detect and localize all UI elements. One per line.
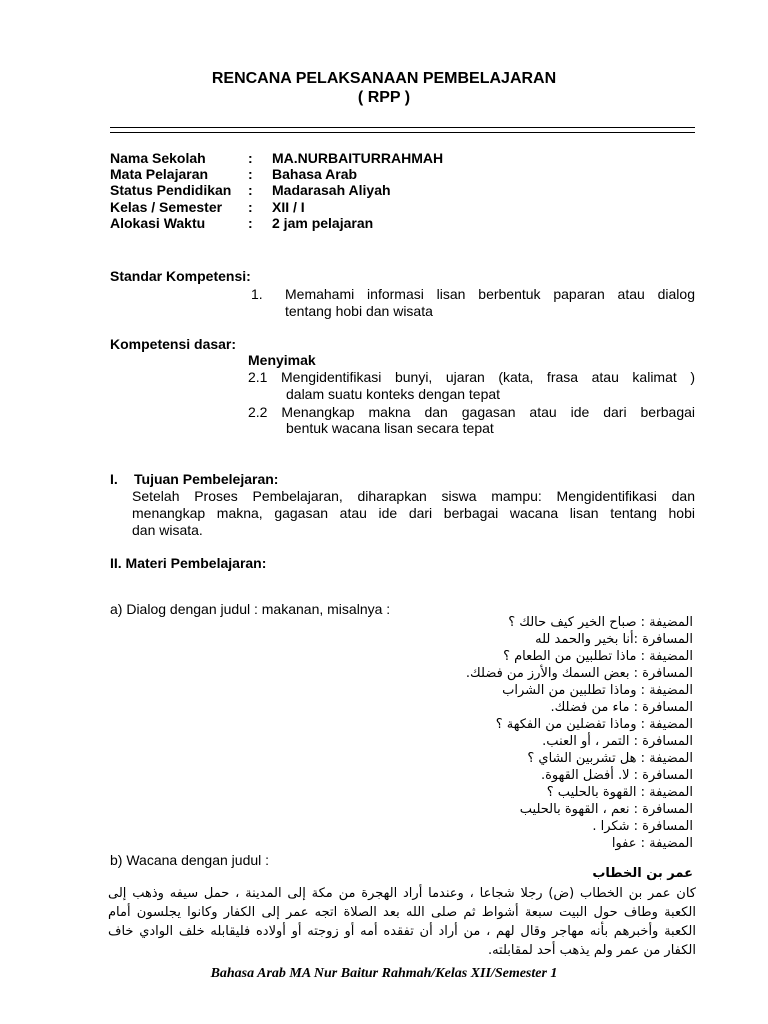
dialog-line: المسافرة : نعم ، القهوة بالحليب <box>519 802 693 817</box>
dialog-line: المضيفة : القهوة بالحليب ؟ <box>546 785 693 800</box>
dialog-line: المسافرة : ماء من فضلك. <box>550 700 693 715</box>
dialog-line: المضيفة : وماذا تفضلين من الفكهة ؟ <box>495 717 693 732</box>
tujuan-number: I. <box>110 471 118 487</box>
wacana-title: عمر بن الخطاب <box>592 866 693 881</box>
identity-label: Mata Pelajaran <box>110 166 209 182</box>
document-title: RENCANA PELAKSANAAN PEMBELAJARAN <box>211 70 557 87</box>
dialog-line: المسافرة : بعض السمك والأرز من فضلك. <box>465 666 693 681</box>
identity-colon: : <box>248 215 253 231</box>
dialog-line: المسافرة : التمر ، أو العنب. <box>542 734 693 749</box>
dialog-line: المضيفة : ماذا تطلبين من الطعام ؟ <box>503 649 693 664</box>
kompetensi-item: bentuk wacana lisan secara tepat <box>286 420 494 436</box>
dialog-line: المضيفة : صباح الخير كيف حالك ؟ <box>508 615 693 630</box>
tujuan-text: Setelah Proses Pembelajaran, diharapkan siswa mampu: Mengidentifikasi dan <box>132 488 695 504</box>
identity-label: Nama Sekolah <box>110 150 206 166</box>
identity-label: Kelas / Semester <box>110 199 223 215</box>
identity-colon: : <box>248 166 253 182</box>
kompetensi-item: dalam suatu konteks dengan tepat <box>286 386 501 402</box>
header-divider-top <box>110 127 695 128</box>
identity-value: XII / I <box>272 199 305 215</box>
identity-colon: : <box>248 150 253 166</box>
identity-label: Alokasi Waktu <box>110 215 206 231</box>
dialog-line: المسافرة :أنا بخير والحمد لله <box>535 632 693 647</box>
wacana-intro: b) Wacana dengan judul : <box>110 852 270 868</box>
document-subtitle: ( RPP ) <box>357 89 411 106</box>
identity-value: MA.NURBAITURRAHMAH <box>272 150 444 166</box>
identity-colon: : <box>248 199 253 215</box>
tujuan-heading: Tujuan Pembelejaran: <box>134 471 279 487</box>
dialog-intro: a) Dialog dengan judul : makanan, misalnya : <box>110 601 391 617</box>
standar-number: 1. <box>251 286 263 302</box>
tujuan-text: dan wisata. <box>132 522 203 538</box>
kompetensi-subheading: Menyimak <box>248 352 316 368</box>
identity-value: Madarasah Aliyah <box>272 182 391 198</box>
standar-line: tentang hobi dan wisata <box>285 303 433 319</box>
identity-value: Bahasa Arab <box>272 166 358 182</box>
kompetensi-heading: Kompetensi dasar: <box>110 336 237 352</box>
dialog-line: المضيفة : عفوا <box>611 836 693 851</box>
dialog-line: المسافرة : شكرا . <box>592 819 693 834</box>
identity-colon: : <box>248 182 253 198</box>
header-divider-bottom <box>110 132 695 133</box>
page-footer: Bahasa Arab MA Nur Baitur Rahmah/Kelas XII/Semester 1 <box>210 966 558 981</box>
standar-heading: Standar Kompetensi: <box>110 268 251 284</box>
identity-label: Status Pendidikan <box>110 182 232 198</box>
kompetensi-item: 2.1 Mengidentifikasi bunyi, ujaran (kata, frasa atau kalimat ) <box>248 369 695 385</box>
dialog-line: المضيفة : هل تشربين الشاي ؟ <box>527 751 693 766</box>
dialog-line: المضيفة : وماذا تطلبين من الشراب <box>502 683 693 698</box>
materi-heading: II. Materi Pembelajaran: <box>110 555 267 571</box>
wacana-paragraph: كان عمر بن الخطاب (ض) رجلا شجاعا ، وعندما أراد الهجرة من مكة إلى المدينة ، حمل سيفه وذهب إلى الكعبة وطاف حول البيت سبعة أشواط ثم صلى الله بعد الصلاة اتجه عمر إلى الكفار وكانوا يجلسون أمام الكعبة وأخبرهم بأنه مهاجر وقال لهم ، من أراد أن تفقده أمه أو زوجته أو أولاده فليقابله خلف الوادي خاف الكفار من عمر ولم يذهب أحد لمقابلته. <box>108 886 696 958</box>
standar-line: Memahami informasi lisan berbentuk paparan atau dialog <box>285 286 695 302</box>
dialog-line: المسافرة : لا. أفضل القهوة. <box>540 768 693 783</box>
kompetensi-item: 2.2 Menangkap makna dan gagasan atau ide dari berbagai <box>248 404 695 420</box>
identity-value: 2 jam pelajaran <box>272 215 374 231</box>
tujuan-text: menangkap makna, gagasan atau ide dari berbagai wacana lisan tentang hobi <box>132 505 695 521</box>
